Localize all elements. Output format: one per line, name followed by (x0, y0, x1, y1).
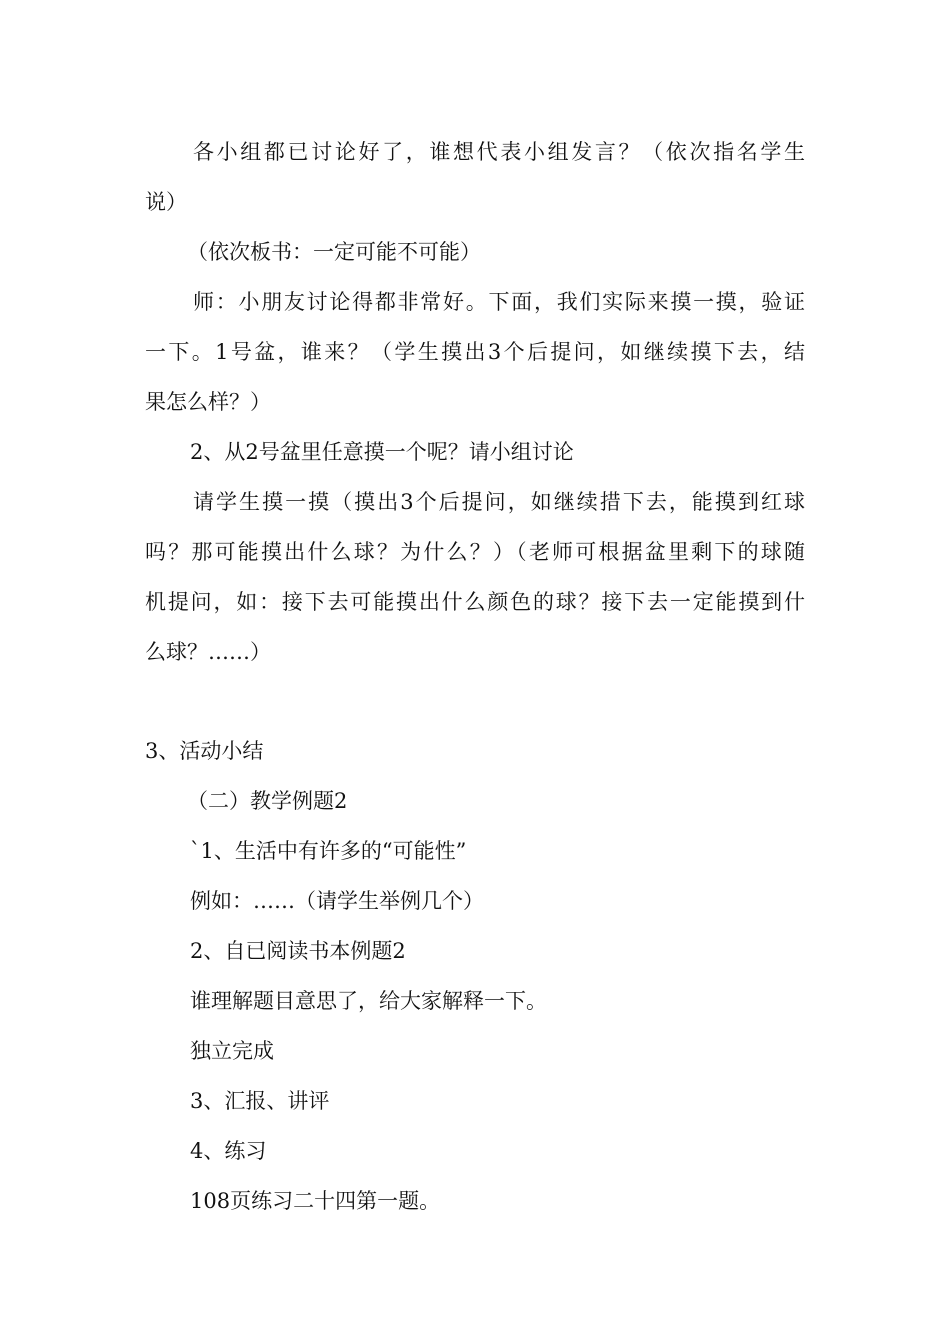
paragraph-line: `1、生活中有许多的“可能性” (190, 839, 467, 863)
paragraph-line: 各小组都已讨论好了，谁想代表小组发言？（依次指名学生 (193, 140, 805, 164)
paragraph-line: 2、自已阅读书本例题2 (190, 939, 406, 963)
paragraph-line: 一下。1号盆，谁来？（学生摸出3个后提问，如继续摸下去，结 (145, 340, 805, 364)
paragraph-line: 么球？……） (145, 640, 271, 664)
paragraph-line: 果怎么样？） (145, 390, 271, 414)
paragraph-line: 4、练习 (190, 1139, 267, 1163)
section-heading: （二）教学例题2 (187, 789, 348, 813)
paragraph-line: 谁理解题目意思了，给大家解释一下。 (190, 989, 547, 1013)
paragraph-line: （依次板书：一定可能不可能） (187, 240, 481, 264)
paragraph-line: 请学生摸一摸（摸出3个后提问，如继续措下去，能摸到红球 (193, 490, 805, 514)
paragraph-line: 3、汇报、讲评 (190, 1089, 330, 1113)
paragraph-line: 2、从2号盆里任意摸一个呢？请小组讨论 (190, 440, 574, 464)
paragraph-line: 说） (145, 190, 187, 214)
paragraph-line: 机提问，如：接下去可能摸出什么颜色的球？接下去一定能摸到什 (145, 590, 805, 614)
section-heading: 3、活动小结 (145, 739, 264, 763)
paragraph-line: 吗？那可能摸出什么球？为什么？）（老师可根据盆里剩下的球随 (145, 540, 805, 564)
paragraph-line: 独立完成 (190, 1039, 274, 1063)
paragraph-line: 108页练习二十四第一题。 (190, 1189, 441, 1213)
paragraph-line: 师：小朋友讨论得都非常好。下面，我们实际来摸一摸，验证 (193, 290, 805, 314)
paragraph-line: 例如：……（请学生举例几个） (190, 889, 484, 913)
